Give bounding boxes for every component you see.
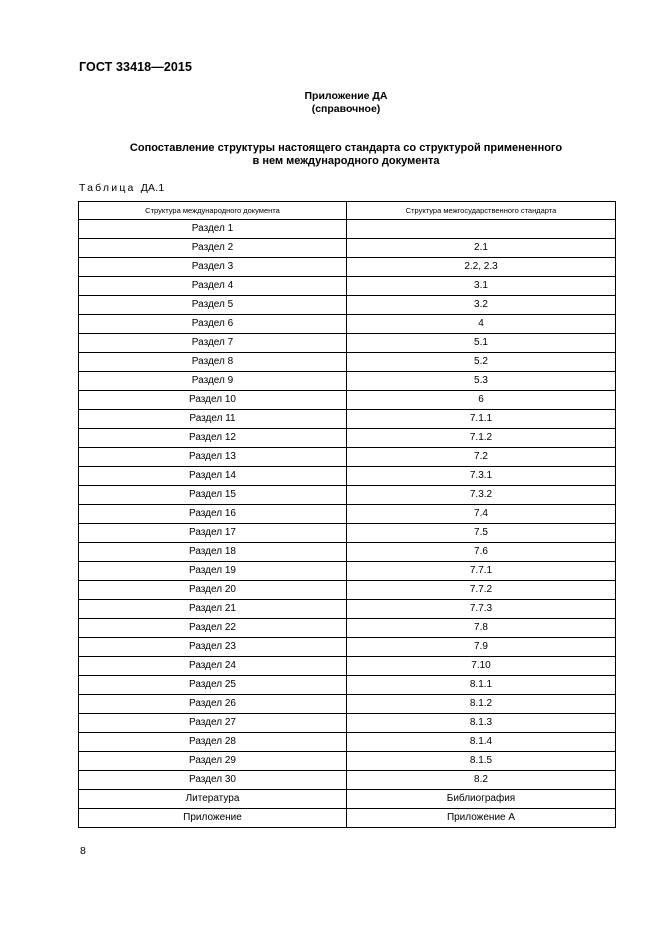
cell-international-section: Литература <box>79 790 347 809</box>
table-header-row <box>79 202 616 220</box>
document-code: ГОСТ 33418—2015 <box>79 60 193 74</box>
cell-interstate-section: 7.7.2 <box>347 581 616 600</box>
table-row <box>79 505 616 524</box>
cell-international-section: Раздел 7 <box>79 334 347 353</box>
cell-international-section: Раздел 19 <box>79 562 347 581</box>
cell-interstate-section: 5.3 <box>347 372 616 391</box>
cell-international-section: Раздел 22 <box>79 619 347 638</box>
cell-interstate-section: 6 <box>347 391 616 410</box>
structure-comparison-table <box>78 201 616 828</box>
cell-international-section: Раздел 13 <box>79 448 347 467</box>
cell-interstate-section: 7.3.1 <box>347 467 616 486</box>
table-row <box>79 600 616 619</box>
cell-international-section: Раздел 16 <box>79 505 347 524</box>
table-row <box>79 809 616 828</box>
cell-interstate-section: 7.6 <box>347 543 616 562</box>
appendix-heading <box>0 90 661 116</box>
cell-international-section: Раздел 15 <box>79 486 347 505</box>
cell-international-section: Раздел 24 <box>79 657 347 676</box>
table-row <box>79 638 616 657</box>
cell-international-section: Раздел 11 <box>79 410 347 429</box>
cell-international-section: Приложение <box>79 809 347 828</box>
table-row <box>79 562 616 581</box>
table-row <box>79 752 616 771</box>
cell-interstate-section: 7.9 <box>347 638 616 657</box>
table-row <box>79 619 616 638</box>
cell-international-section: Раздел 6 <box>79 315 347 334</box>
cell-interstate-section: 7.7.3 <box>347 600 616 619</box>
cell-interstate-section: 7.8 <box>347 619 616 638</box>
cell-international-section: Раздел 9 <box>79 372 347 391</box>
table-row <box>79 790 616 809</box>
cell-interstate-section: 8.1.3 <box>347 714 616 733</box>
table-row <box>79 239 616 258</box>
cell-interstate-section <box>347 220 616 239</box>
cell-international-section: Раздел 29 <box>79 752 347 771</box>
cell-interstate-section: 8.2 <box>347 771 616 790</box>
table-row <box>79 391 616 410</box>
table-row <box>79 429 616 448</box>
table-row <box>79 695 616 714</box>
cell-interstate-section: 2.2, 2.3 <box>347 258 616 277</box>
table-caption <box>79 182 164 194</box>
table-row <box>79 486 616 505</box>
cell-international-section: Раздел 30 <box>79 771 347 790</box>
cell-international-section: Раздел 10 <box>79 391 347 410</box>
cell-international-section: Раздел 8 <box>79 353 347 372</box>
table-body <box>79 220 616 828</box>
cell-interstate-section: 2.1 <box>347 239 616 258</box>
document-title-line-2: в нем международного документа <box>252 155 440 167</box>
table-row <box>79 353 616 372</box>
cell-international-section: Раздел 3 <box>79 258 347 277</box>
cell-international-section: Раздел 12 <box>79 429 347 448</box>
header-international-structure: Структура международного документа <box>79 202 347 220</box>
table-row <box>79 543 616 562</box>
cell-international-section: Раздел 5 <box>79 296 347 315</box>
cell-interstate-section: 8.1.2 <box>347 695 616 714</box>
page-number: 8 <box>80 845 86 857</box>
cell-interstate-section: Библиография <box>347 790 616 809</box>
cell-interstate-section: 8.1.4 <box>347 733 616 752</box>
table-row <box>79 771 616 790</box>
cell-international-section: Раздел 28 <box>79 733 347 752</box>
cell-international-section: Раздел 2 <box>79 239 347 258</box>
table-row <box>79 657 616 676</box>
table-row <box>79 581 616 600</box>
cell-interstate-section: 7.7.1 <box>347 562 616 581</box>
cell-interstate-section: Приложение А <box>347 809 616 828</box>
table-row <box>79 296 616 315</box>
table-row <box>79 258 616 277</box>
table-caption-label: Таблица <box>79 182 136 194</box>
table-row <box>79 334 616 353</box>
cell-international-section: Раздел 20 <box>79 581 347 600</box>
cell-interstate-section: 7.5 <box>347 524 616 543</box>
table-row <box>79 524 616 543</box>
appendix-subtitle: (справочное) <box>311 103 381 115</box>
table-row <box>79 410 616 429</box>
table-row <box>79 277 616 296</box>
table-row <box>79 372 616 391</box>
cell-interstate-section: 5.2 <box>347 353 616 372</box>
table-row <box>79 467 616 486</box>
cell-international-section: Раздел 17 <box>79 524 347 543</box>
cell-interstate-section: 8.1.1 <box>347 676 616 695</box>
table-row <box>79 733 616 752</box>
cell-interstate-section: 7.3.2 <box>347 486 616 505</box>
cell-international-section: Раздел 1 <box>79 220 347 239</box>
document-title <box>0 142 661 168</box>
table-row <box>79 676 616 695</box>
cell-international-section: Раздел 14 <box>79 467 347 486</box>
table-caption-number: ДА.1 <box>140 182 165 194</box>
cell-international-section: Раздел 23 <box>79 638 347 657</box>
cell-interstate-section: 7.1.1 <box>347 410 616 429</box>
cell-international-section: Раздел 27 <box>79 714 347 733</box>
cell-international-section: Раздел 25 <box>79 676 347 695</box>
appendix-title: Приложение ДА <box>304 90 388 102</box>
header-interstate-structure: Структура межгосударственного стандарта <box>347 202 616 220</box>
cell-interstate-section: 7.4 <box>347 505 616 524</box>
cell-international-section: Раздел 26 <box>79 695 347 714</box>
cell-interstate-section: 8.1.5 <box>347 752 616 771</box>
table-row <box>79 448 616 467</box>
cell-international-section: Раздел 4 <box>79 277 347 296</box>
cell-interstate-section: 7.10 <box>347 657 616 676</box>
document-title-line-1: Сопоставление структуры настоящего стандарта со структурой примененного <box>129 142 563 154</box>
cell-interstate-section: 4 <box>347 315 616 334</box>
cell-interstate-section: 3.2 <box>347 296 616 315</box>
cell-interstate-section: 7.2 <box>347 448 616 467</box>
cell-interstate-section: 3.1 <box>347 277 616 296</box>
cell-international-section: Раздел 21 <box>79 600 347 619</box>
table-row <box>79 220 616 239</box>
cell-interstate-section: 5.1 <box>347 334 616 353</box>
table-row <box>79 714 616 733</box>
cell-interstate-section: 7.1.2 <box>347 429 616 448</box>
table-row <box>79 315 616 334</box>
cell-international-section: Раздел 18 <box>79 543 347 562</box>
